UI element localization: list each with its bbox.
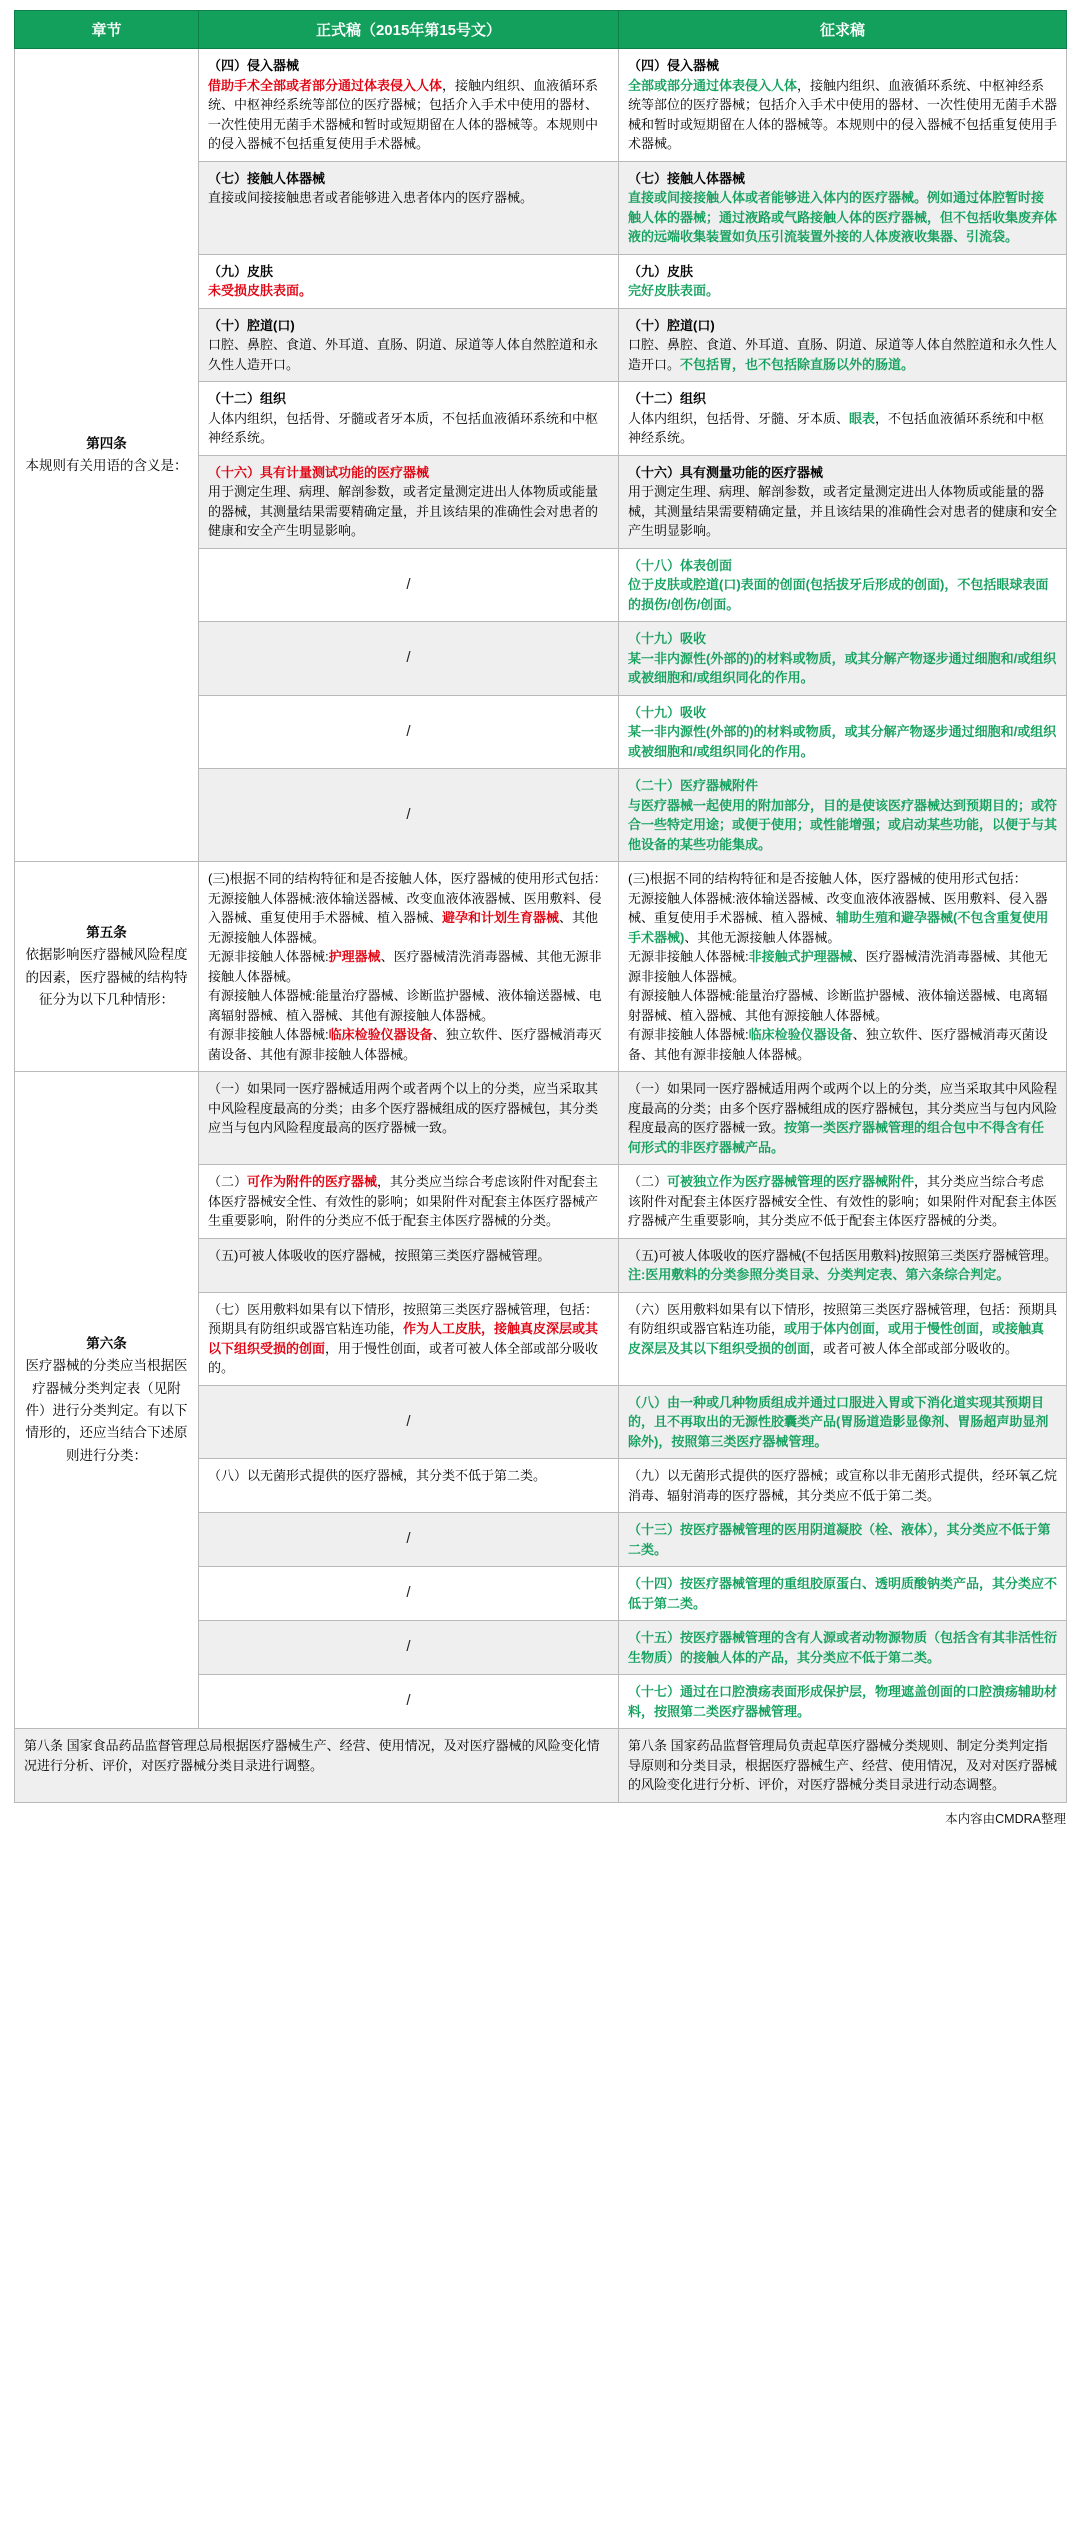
paragraph — [208, 76, 609, 154]
official-cell — [199, 455, 619, 548]
text-run: （十九）吸收 — [628, 631, 707, 646]
table-row — [15, 49, 1067, 162]
text-run: （十）腔道(口) — [208, 317, 295, 333]
section-subtitle: 依据影响医疗器械风险程度的因素，医疗器械的结构特征分为以下几种情形： — [25, 947, 188, 1007]
table-row — [15, 1729, 1067, 1803]
text-run: 未受损皮肤表面。 — [208, 283, 313, 298]
paragraph — [208, 281, 609, 301]
text-run: （八）由一种或几种物质组成并通过口服进入胃或下消化道实现其预期目的，且不再取出的无源性胶囊类产品(胃肠道造影显像剂、胃肠超声助显剂除外)，按照第三类医疗器械管理。 — [628, 1394, 1049, 1449]
paragraph — [628, 722, 1057, 761]
text-run: （十六）具有测量功能的医疗器械 — [628, 464, 824, 480]
paragraph — [628, 1079, 1057, 1157]
text-run: 某一非内源性(外部的)的材料或物质，或其分解产物逐步通过细胞和/或组织或被细胞和/或组织同化的作用。 — [628, 650, 1057, 685]
text-run: 、独立软件、医疗器械消毒灭菌设备、其他有源非接触人体器械。 — [208, 1027, 602, 1062]
text-run: 、独立软件、医疗器械消毒灭菌设备、其他有源非接触人体器械。 — [628, 1027, 1048, 1062]
paragraph — [628, 1025, 1057, 1064]
text-run: 避孕和计划生育器械 — [442, 910, 560, 925]
text-run: （二十）医疗器械附件 — [628, 778, 759, 793]
paragraph — [628, 629, 1057, 649]
comparison-table — [14, 10, 1067, 1803]
paragraph — [628, 188, 1057, 247]
section-subtitle: 本规则有关用语的含义是： — [25, 458, 188, 473]
text-run: 非接触式护理器械 — [748, 949, 853, 964]
paragraph: 第八条 国家药品监督管理局负责起草医疗器械分类规则、制定分类判定指导原则和分类目录，根据医疗器械生产、经营、使用情况，及对对医疗器械的风险变化进行分析、评价，对医疗器械分类目录进行动态调整。 — [628, 1738, 1058, 1792]
paragraph — [628, 703, 1057, 723]
paragraph — [628, 556, 1057, 576]
paragraph — [628, 649, 1057, 688]
text-run: 有源接触人体器械:能量治疗器械、诊断监护器械、液体输送器械、电离辐射器械、植入器械、其他有源接触人体器械。 — [208, 988, 602, 1023]
paragraph — [628, 463, 1057, 483]
draft-cell — [619, 1675, 1067, 1729]
text-run: （十二）组织 — [208, 391, 287, 406]
text-run: 用于测定生理、病理、解剖参数，或者定量测定进出人体物质或能量的器械，其测量结果需要精确定量，并且该结果的准确性会对患者的健康和安全产生明显影响。 — [628, 484, 1058, 538]
text-run: ，或者可被人体全部或部分吸收的。 — [810, 1340, 1019, 1356]
text-run: （九）皮肤 — [208, 263, 274, 279]
paragraph — [208, 869, 609, 889]
paragraph — [628, 389, 1057, 409]
section-title: 第六条 — [86, 1336, 127, 1352]
draft-cell — [619, 862, 1067, 1072]
official-cell-empty: / — [199, 1675, 619, 1729]
text-run: （十）腔道(口) — [628, 317, 715, 333]
draft-cell — [619, 382, 1067, 456]
official-cell — [199, 1292, 619, 1385]
paragraph — [628, 1300, 1057, 1359]
text-run: （二） — [628, 1174, 668, 1189]
paragraph — [628, 947, 1057, 986]
draft-cell — [619, 548, 1067, 622]
text-run: 临床检验仪器设备 — [748, 1027, 853, 1042]
paragraph — [628, 316, 1057, 336]
official-cell — [199, 1165, 619, 1239]
draft-cell — [619, 1072, 1067, 1165]
text-run: 借助手术全部或者部分通过体表侵入人体 — [208, 77, 443, 93]
text-run: 辅助生殖和避孕器械(不包含重复使用手术器械) — [628, 910, 1049, 945]
text-run: 眼表 — [849, 410, 876, 426]
text-run: 用于测定生理、病理、解剖参数，或者定量测定进出人体物质或能量的器械，其测量结果需要精确定量，并且该结果的准确性会对患者的健康和安全产生明显影响。 — [208, 484, 599, 538]
text-run: （五)可被人体吸收的医疗器械，按照第三类医疗器械管理。 — [208, 1247, 551, 1263]
text-run: ，接触内组织、血液循环系统、中枢神经系统等部位的医疗器械；包括介入手术中使用的器材、一次性使用无菌手术器械和暂时或短期留在人体的器械等。本规则中的侵入器械不包括重复使用手术器械。 — [628, 77, 1058, 151]
header-official: 正式稿（2015年第15号文） — [199, 11, 619, 49]
official-cell — [199, 862, 619, 1072]
paragraph — [208, 262, 609, 282]
section-title: 第五条 — [86, 924, 127, 940]
table-row — [15, 862, 1067, 1072]
text-run: ，用于慢性创面，或者可被人体全部或部分吸收的。 — [208, 1340, 599, 1375]
draft-cell — [619, 769, 1067, 862]
draft-cell — [619, 622, 1067, 696]
draft-cell — [619, 308, 1067, 382]
paragraph — [208, 463, 609, 483]
draft-cell — [619, 1513, 1067, 1567]
official-cell — [199, 1459, 619, 1513]
paragraph — [628, 1682, 1057, 1721]
text-run: 例如通过体腔暂时接触人体的器械；通过液路或气路接触人体的医疗器械，但不包括收集废弃体液的远端收集装置如负压引流装置外接的人体废液收集器、引流袋。 — [628, 190, 1058, 244]
paragraph — [628, 1246, 1057, 1266]
paragraph — [628, 409, 1057, 448]
draft-cell — [619, 1165, 1067, 1239]
paragraph — [628, 1172, 1057, 1231]
paragraph — [628, 281, 1057, 301]
text-run: 直接或间接接触患者或者能够进入患者体内的医疗器械。 — [208, 190, 534, 205]
article8-official — [15, 1729, 619, 1803]
paragraph — [208, 188, 609, 208]
paragraph — [208, 56, 609, 76]
text-run: （七）接触人体器械 — [628, 170, 746, 186]
text-run: 无源非接触人体器械: — [208, 949, 329, 964]
text-run: ，接触内组织、血液循环系统、中枢神经系统等部位的医疗器械；包括介入手术中使用的器材、一次性使用无菌手术器械和暂时或短期留在人体的器械等。本规则中的侵入器械不包括重复使用手术器械。 — [208, 77, 599, 151]
text-run: （一）如果同一医疗器械适用两个或者两个以上的分类，应当采取其中风险程度最高的分类；由多个医疗器械组成的医疗器械包，其分类应当与包内风险程度最高的医疗器械一致。 — [208, 1081, 599, 1135]
paragraph — [628, 76, 1057, 154]
text-run: 全部或部分通过体表侵入人体 — [628, 77, 798, 93]
official-cell — [199, 161, 619, 254]
paragraph — [208, 1172, 609, 1231]
section-cell-article5 — [15, 862, 199, 1072]
official-cell-empty: / — [199, 1385, 619, 1459]
paragraph — [208, 1079, 609, 1138]
text-run: （十五）按医疗器械管理的含有人源或者动物源物质（包括含有其非活性衍生物质）的接触人体的产品，其分类应不低于第二类。 — [628, 1630, 1058, 1665]
text-run: 与医疗器械一起使用的附加部分，目的是使该医疗器械达到预期目的；或符合一些特定用途；或便于使用；或性能增强；或启动某些功能，以便于与其他设备的某些功能集成。 — [628, 797, 1058, 852]
official-cell-empty: / — [199, 1621, 619, 1675]
text-run: 人体内组织，包括骨、牙髓或者牙本质，不包括血液循环系统和中枢神经系统。 — [208, 410, 599, 445]
official-cell-empty: / — [199, 548, 619, 622]
paragraph — [628, 1265, 1057, 1285]
text-run: （一）如果同一医疗器械适用两个或两个以上的分类，应当采取其中风险程度最高的分类；由多个医疗器械组成的医疗器械包，其分类应当与包内风险程度最高的医疗器械一致。 — [628, 1081, 1058, 1135]
text-run: 口腔、鼻腔、食道、外耳道、直肠、阴道、尿道等人体自然腔道和永久性人造开口。 — [208, 337, 599, 372]
draft-cell — [619, 49, 1067, 162]
header-chapter: 章节 — [15, 11, 199, 49]
text-run: (三)根据不同的结构特征和是否接触人体，医疗器械的使用形式包括： — [208, 871, 607, 886]
paragraph — [628, 1520, 1057, 1559]
text-run: 无源接触人体器械:液体输送器械、改变血液体液器械、医用敷料、侵入器械、重复使用手术器械、植入器械、 — [208, 890, 602, 925]
text-run: 位于皮肤或腔道(口)表面的创面(包括拔牙后形成的创面)，不包括眼球表面的损伤/创伤/创面。 — [628, 577, 1049, 612]
paragraph: 第八条 国家食品药品监督管理总局根据医疗器械生产、经营、使用情况，及对医疗器械的风险变化情况进行分析、评价，对医疗器械分类目录进行调整。 — [24, 1738, 600, 1773]
official-cell — [199, 1238, 619, 1292]
text-run: 注:医用敷料的分类参照分类目录、分类判定表、第六条综合判定。 — [628, 1267, 1010, 1282]
text-run: （八）以无菌形式提供的医疗器械，其分类不低于第二类。 — [208, 1468, 547, 1483]
text-run: ，不包括血液循环系统和中枢神经系统。 — [628, 410, 1045, 445]
source-credit: 本内容由CMDRA整理 — [945, 1811, 1066, 1826]
text-run: （四）侵入器械 — [628, 58, 720, 73]
draft-cell — [619, 1621, 1067, 1675]
paragraph — [208, 947, 609, 986]
table-row — [15, 1072, 1067, 1165]
text-run: 按第一类医疗器械管理的组合包中不得含有任何形式的非医疗器械产品。 — [628, 1120, 1045, 1155]
text-run: （十三）按医疗器械管理的医用阴道凝胶（栓、液体），其分类应不低于第二类。 — [628, 1522, 1051, 1557]
section-cell-article4 — [15, 49, 199, 862]
text-run: （九）以无菌形式提供的医疗器械；或宣称以非无菌形式提供，经环氧乙烷消毒、辐射消毒的医疗器械，其分类应不低于第二类。 — [628, 1468, 1058, 1503]
text-run: （十九）吸收 — [628, 704, 707, 720]
official-cell — [199, 254, 619, 308]
official-cell — [199, 1072, 619, 1165]
paragraph — [628, 776, 1057, 796]
paragraph — [628, 335, 1057, 374]
paragraph — [628, 889, 1057, 948]
draft-cell — [619, 455, 1067, 548]
draft-cell — [619, 1238, 1067, 1292]
draft-cell — [619, 1292, 1067, 1385]
paragraph — [628, 482, 1057, 541]
text-run: (三)根据不同的结构特征和是否接触人体，医疗器械的使用形式包括： — [628, 871, 1027, 886]
text-run: 有源非接触人体器械: — [208, 1027, 329, 1042]
paragraph — [208, 1466, 609, 1486]
draft-cell — [619, 695, 1067, 769]
paragraph — [208, 889, 609, 948]
paragraph — [628, 169, 1057, 189]
text-run: 、医疗器械清洗消毒器械、其他无源非接触人体器械。 — [208, 949, 602, 984]
text-run: （十八）体表创面 — [628, 557, 733, 573]
paragraph — [208, 316, 609, 336]
text-run: 口腔、鼻腔、食道、外耳道、直肠、阴道、尿道等人体自然腔道和永久性人造开口。 — [628, 337, 1058, 372]
official-cell-empty: / — [199, 622, 619, 696]
paragraph — [628, 1466, 1057, 1505]
paragraph — [208, 1300, 609, 1378]
paragraph — [208, 1246, 609, 1266]
text-run: （二） — [208, 1174, 248, 1189]
text-run: 或用于体内创面，或用于慢性创面，或接触真皮深层及其以下组织受损的创面 — [628, 1321, 1045, 1356]
text-run: 完好皮肤表面。 — [628, 283, 720, 298]
paragraph — [208, 335, 609, 374]
text-run: ，其分类应当综合考虑该附件对配套主体医疗器械安全性、有效性的影响；如果附件对配套主体医疗器械产生重要影响，附件的分类应不低于配套主体医疗器械的分类。 — [208, 1174, 599, 1228]
table-header-row — [15, 11, 1067, 49]
paragraph — [208, 986, 609, 1025]
text-run: 、其他无源接触人体器械。 — [208, 910, 599, 945]
draft-cell — [619, 1459, 1067, 1513]
text-run: （十六）具有计量测试功能的医疗器械 — [208, 464, 430, 480]
text-run: （十四）按医疗器械管理的重组胶原蛋白、透明质酸钠类产品，其分类应不低于第二类。 — [628, 1576, 1058, 1611]
paragraph — [208, 409, 609, 448]
text-run: 无源接触人体器械:液体输送器械、改变血液体液器械、医用敷料、侵入器械、重复使用手术器械、植入器械、 — [628, 890, 1048, 925]
text-run: 护理器械 — [328, 949, 381, 964]
text-run: （十七）通过在口腔溃疡表面形成保护层，物理遮盖创面的口腔溃疡辅助材料，按照第二类医疗器械管理。 — [628, 1684, 1058, 1719]
official-cell-empty: / — [199, 695, 619, 769]
text-run: （六）医用敷料如果有以下情形，按照第三类医疗器械管理，包括：预期具有防组织或器官粘连功能， — [628, 1301, 1058, 1336]
paragraph — [628, 1628, 1057, 1667]
section-cell-article6 — [15, 1072, 199, 1729]
draft-cell — [619, 1567, 1067, 1621]
text-run: ，其分类应当综合考虑该附件对配套主体医疗器械安全性、有效性的影响；如果附件对配套主体医疗器械产生重要影响，其分类应不低于配套主体医疗器械的分类。 — [628, 1174, 1058, 1228]
paragraph — [628, 1574, 1057, 1613]
paragraph — [628, 575, 1057, 614]
draft-cell — [619, 254, 1067, 308]
official-cell-empty: / — [199, 1513, 619, 1567]
text-run: 直接或间接接触人体或者能够进入体内的医疗器械。 — [628, 190, 928, 205]
paragraph — [628, 56, 1057, 76]
paragraph — [208, 389, 609, 409]
text-run: （九）皮肤 — [628, 263, 694, 279]
text-run: 人体内组织，包括骨、牙髓、牙本质、 — [628, 410, 850, 426]
section-subtitle: 医疗器械的分类应当根据医疗器械分类判定表（见附件）进行分类判定。有以下情形的，还应当结合下述原则进行分类： — [25, 1358, 188, 1463]
paragraph — [628, 986, 1057, 1025]
official-cell-empty: / — [199, 769, 619, 862]
text-run: 作为人工皮肤，接触真皮深层或其以下组织受损的创面 — [208, 1321, 599, 1356]
text-run: 可被独立作为医疗器械管理的医疗器械附件 — [667, 1174, 915, 1189]
paragraph — [208, 169, 609, 189]
official-cell — [199, 382, 619, 456]
official-cell-empty: / — [199, 1567, 619, 1621]
draft-cell — [619, 161, 1067, 254]
paragraph — [208, 482, 609, 541]
paragraph — [628, 869, 1057, 889]
draft-cell — [619, 1385, 1067, 1459]
text-run: 不包括胃，也不包括除直肠以外的肠道。 — [680, 356, 915, 372]
table-body — [15, 49, 1067, 1803]
text-run: 有源非接触人体器械: — [628, 1027, 749, 1042]
text-run: 某一非内源性(外部的)的材料或物质，或其分解产物逐步通过细胞和/或组织或被细胞和/或组织同化的作用。 — [628, 724, 1057, 759]
text-run: 临床检验仪器设备 — [328, 1027, 433, 1042]
paragraph — [628, 262, 1057, 282]
text-run: （五)可被人体吸收的医疗器械(不包括医用敷料)按照第三类医疗器械管理。 — [628, 1247, 1057, 1263]
article8-draft — [619, 1729, 1067, 1803]
text-run: 、其他无源接触人体器械。 — [684, 929, 841, 945]
text-run: 可作为附件的医疗器械 — [247, 1174, 378, 1189]
text-run: 有源接触人体器械:能量治疗器械、诊断监护器械、液体输送器械、电离辐射器械、植入器械、其他有源接触人体器械。 — [628, 988, 1048, 1023]
text-run: （七）接触人体器械 — [208, 170, 326, 186]
paragraph — [628, 796, 1057, 855]
paragraph — [628, 1393, 1057, 1452]
paragraph — [208, 1025, 609, 1064]
official-cell — [199, 308, 619, 382]
official-cell — [199, 49, 619, 162]
text-run: 、医疗器械清洗消毒器械、其他无源非接触人体器械。 — [628, 949, 1048, 984]
text-run: 无源非接触人体器械: — [628, 949, 749, 964]
section-title: 第四条 — [86, 435, 127, 451]
header-draft: 征求稿 — [619, 11, 1067, 49]
text-run: （七）医用敷料如果有以下情形，按照第三类医疗器械管理，包括：预期具有防组织或器官粘连功能， — [208, 1301, 599, 1336]
text-run: （十二）组织 — [628, 391, 707, 406]
text-run: （四）侵入器械 — [208, 58, 300, 73]
